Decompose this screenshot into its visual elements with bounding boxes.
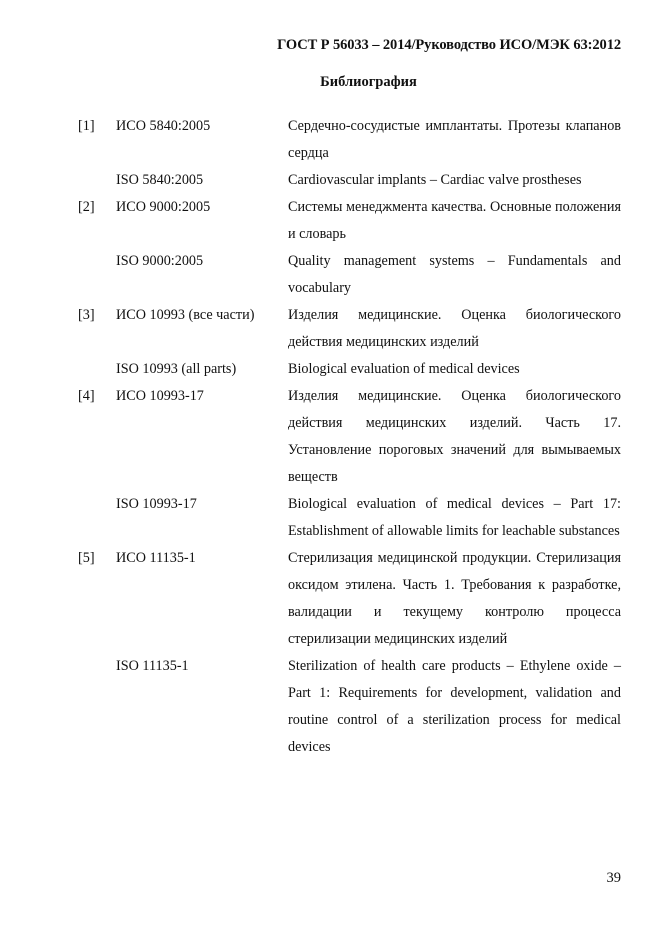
entry-number: [4] (78, 388, 95, 404)
standard-designation: ИСО 10993 (все части) (116, 307, 255, 323)
standard-title: Системы менеджмента качества. Основные положения и словарь (288, 199, 621, 242)
standard-title: Quality management systems – Fundamentals and vocabulary (288, 253, 621, 296)
bibliography-list (78, 113, 621, 761)
standard-title: Sterilization of health care products – Ethylene oxide – Part 1: Requirements for development, validation and routine control of a sterilization process for medical devices (288, 658, 621, 755)
bibliography-entry (78, 491, 621, 545)
standard-designation: ISO 9000:2005 (116, 253, 204, 269)
standard-title: Изделия медицинские. Оценка биологического действия медицинских изделий. Часть 17. Установление пороговых значений для вымываемых веществ (288, 388, 621, 485)
standard-designation: ISO 10993 (all parts) (116, 361, 237, 377)
bibliography-entry (78, 248, 621, 302)
document-header: ГОСТ Р 56033 – 2014/Руководство ИСО/МЭК 63:2012 (277, 37, 621, 53)
bibliography-entry (78, 113, 621, 167)
bibliography-entry (78, 545, 621, 653)
section-title: Библиография (320, 74, 417, 90)
bibliography-entry (78, 383, 621, 491)
standard-title: Biological evaluation of medical devices – Part 17: Establishment of allowable limits for leachable substances (288, 496, 621, 539)
bibliography-entry (78, 167, 621, 194)
entry-number: [1] (78, 118, 95, 134)
bibliography-entry (78, 356, 621, 383)
page-number: 39 (606, 870, 621, 886)
standard-title: Сердечно-сосудистые имплантаты. Протезы клапанов сердца (288, 118, 621, 161)
standard-designation: ИСО 11135-1 (116, 550, 196, 566)
bibliography-entry (78, 302, 621, 356)
standard-title: Biological evaluation of medical devices (288, 361, 520, 377)
standard-title: Изделия медицинские. Оценка биологического действия медицинских изделий (288, 307, 621, 350)
entry-number: [2] (78, 199, 95, 215)
bibliography-entry (78, 194, 621, 248)
standard-designation: ISO 11135-1 (116, 658, 189, 674)
standard-title: Стерилизация медицинской продукции. Стерилизация оксидом этилена. Часть 1. Требования к разработке, валидации и текущему контролю процесса стерилизации медицинских изделий (288, 550, 621, 647)
entry-number: [5] (78, 550, 95, 566)
standard-designation: ИСО 5840:2005 (116, 118, 211, 134)
standard-designation: ISO 10993-17 (116, 496, 197, 512)
standard-designation: ISO 5840:2005 (116, 172, 204, 188)
standard-designation: ИСО 9000:2005 (116, 199, 211, 215)
standard-title: Cardiovascular implants – Cardiac valve prostheses (288, 172, 582, 188)
bibliography-entry (78, 653, 621, 761)
standard-designation: ИСО 10993-17 (116, 388, 204, 404)
entry-number: [3] (78, 307, 95, 323)
